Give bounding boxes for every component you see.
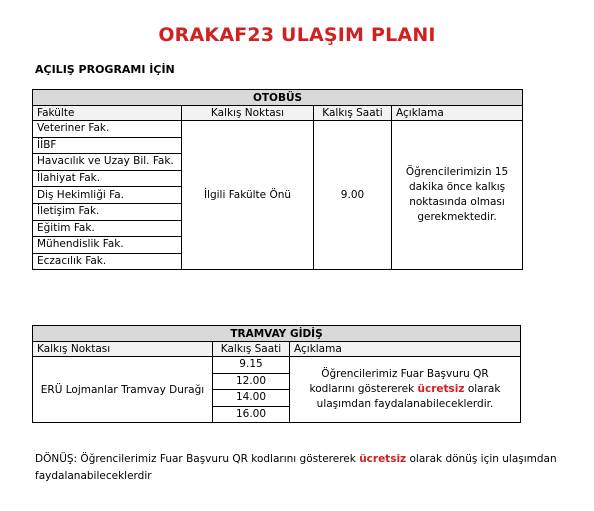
bus-table	[32, 89, 523, 270]
faculty-cell: Eğitim Fak.	[33, 220, 182, 237]
tram-col-departure-time: Kalkış Saati	[213, 342, 290, 357]
return-note-text: olarak dönüş için ulaşımdan	[406, 453, 557, 465]
faculty-cell: Veteriner Fak.	[33, 121, 182, 138]
faculty-cell: İlahiyat Fak.	[33, 170, 182, 187]
tram-time-cell: 16.00	[213, 406, 290, 423]
return-note-text: DÖNÜŞ: Öğrencilerimiz Fuar Başvuru QR kodlarını göstererek	[35, 453, 360, 465]
free-highlight: ücretsiz	[359, 453, 407, 465]
faculty-cell: İİBF	[33, 137, 182, 154]
tram-note-line: Öğrencilerimiz Fuar Başvuru QR	[321, 368, 489, 381]
bus-note-line: noktasında olması	[409, 196, 505, 209]
bus-note-line: gerekmektedir.	[417, 211, 497, 224]
tram-note-line	[290, 382, 520, 397]
tram-departure-point: ERÜ Lojmanlar Tramvay Durağı	[33, 357, 213, 423]
tram-note-text: olarak	[464, 383, 501, 396]
bus-col-departure-point: Kalkış Noktası	[182, 106, 314, 121]
faculty-cell: Diş Hekimliği Fa.	[33, 187, 182, 204]
tram-time-cell: 14.00	[213, 390, 290, 407]
bus-note-line: Öğrencilerimizin 15	[405, 166, 509, 179]
faculty-cell: Eczacılık Fak.	[33, 253, 182, 270]
return-note-line	[35, 451, 575, 468]
faculty-cell: İletişim Fak.	[33, 203, 182, 220]
bus-col-note: Açıklama	[392, 106, 523, 121]
faculty-cell: Mühendislik Fak.	[33, 237, 182, 254]
bus-note	[392, 121, 523, 270]
return-note	[35, 451, 575, 485]
page-title: ORAKAF23 ULAŞIM PLANI	[158, 24, 436, 46]
free-highlight: ücretsiz	[417, 383, 465, 396]
tram-col-departure-point: Kalkış Noktası	[33, 342, 213, 357]
tram-time-cell: 12.00	[213, 373, 290, 390]
section-subtitle: AÇILIŞ PROGRAMI İÇİN	[35, 63, 175, 76]
bus-departure-time: 9.00	[314, 121, 392, 270]
tram-note-text: kodlarını göstererek	[309, 383, 418, 396]
tram-note-line: ulaşımdan faydalanabileceklerdir.	[316, 398, 494, 411]
tram-col-note: Açıklama	[290, 342, 521, 357]
bus-col-departure-time: Kalkış Saati	[314, 106, 392, 121]
bus-table-header: OTOBÜS	[33, 90, 523, 106]
tram-table-header: TRAMVAY GİDİŞ	[33, 326, 521, 342]
faculty-cell: Havacılık ve Uzay Bil. Fak.	[33, 154, 182, 171]
tram-time-cell: 9.15	[213, 357, 290, 374]
bus-departure-point: İlgili Fakülte Önü	[182, 121, 314, 270]
tram-table	[32, 325, 521, 423]
return-note-line: faydalanabileceklerdir	[35, 470, 152, 482]
tram-note	[290, 357, 521, 423]
bus-note-line: dakika önce kalkış	[408, 181, 506, 194]
bus-col-faculty: Fakülte	[33, 106, 182, 121]
